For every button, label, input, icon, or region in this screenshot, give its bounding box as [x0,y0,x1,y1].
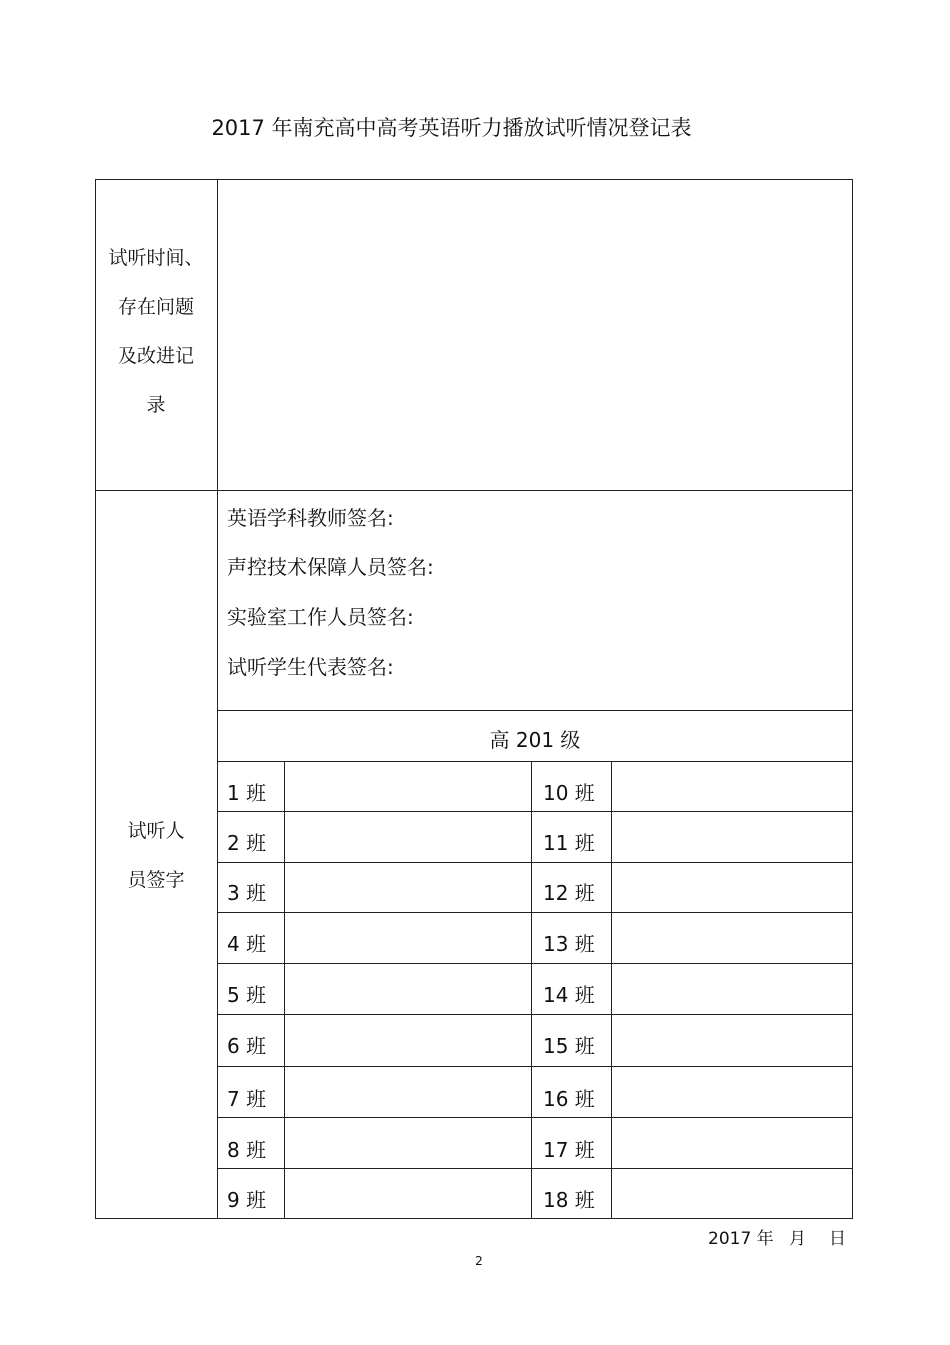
student-rep-signature-label: 试听学生代表签名: [227,655,394,679]
class-label: 13 班 [543,932,595,956]
class-label: 7 班 [227,1087,267,1111]
lab-staff-signature-label: 实验室工作人员签名: [227,605,414,629]
class-label: 10 班 [543,781,595,805]
class-label: 9 班 [227,1188,267,1212]
class-label: 14 班 [543,983,595,1007]
class-label: 1 班 [227,781,267,805]
class-label: 11 班 [543,831,595,855]
record-label-line: 及改进记 [117,345,194,367]
class-label: 2 班 [227,831,267,855]
date-day: 日 [829,1229,846,1249]
page-title: 2017 年南充高中高考英语听力播放试听情况登记表 [211,116,692,140]
record-label-line: 存在问题 [117,296,194,318]
grade-header: 高 201 级 [489,728,581,752]
date-month: 月 [789,1229,806,1249]
record-label-line: 录 [146,394,166,416]
tech-support-signature-label: 声控技术保障人员签名: [227,555,434,579]
class-label: 18 班 [543,1188,595,1212]
signature-section-label [95,807,217,905]
class-label: 16 班 [543,1087,595,1111]
class-label: 8 班 [227,1138,267,1162]
class-label: 6 班 [227,1034,267,1058]
date-year: 2017 年 [708,1229,774,1249]
page-number: 2 [475,1254,483,1268]
record-label-line: 试听时间、 [108,247,204,269]
class-label: 15 班 [543,1034,595,1058]
signature-label-line: 员签字 [127,869,185,891]
record-section-label [95,234,217,430]
signature-label-line: 试听人 [127,820,185,842]
record-input-area[interactable] [218,180,852,490]
class-label: 17 班 [543,1138,595,1162]
class-label: 12 班 [543,881,595,905]
class-label: 3 班 [227,881,267,905]
class-label: 5 班 [227,983,267,1007]
class-label: 4 班 [227,932,267,956]
teacher-signature-label: 英语学科教师签名: [227,506,394,530]
